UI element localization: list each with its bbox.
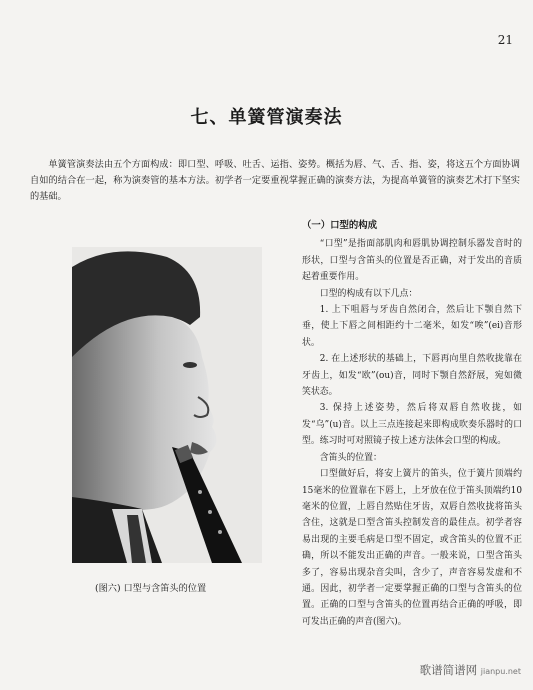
section-paragraph: 1. 上下咀唇与牙齿自然闭合，然后让下颚自然下垂，使上下唇之间相距约十二毫米，如发“唉”(ei)音形状。 [302, 305, 522, 348]
figure-caption: (图六) 口型与含笛头的位置 [95, 583, 207, 594]
section-paragraph: 3. 保持上述姿势，然后将双唇自然收拢，如发“乌”(u)音。以上三点连接起来即构成吹奏乐器时的口型。练习时可对照镜子按上述方法体会口型的构成。 [302, 403, 522, 447]
section-paragraph: 2. 在上述形状的基础上，下唇再向里自然收拢靠在牙齿上，如发“欧”(ou)音，同时下颚自然舒展，宛如微笑状态。 [302, 354, 522, 398]
intro-paragraph: 单簧管演奏法由五个方面构成：即口型、呼吸、吐舌、运指、姿势。概括为唇、气、舌、指、姿，将这五个方面协调自如的结合在一起，称为演奏管的基本方法。初学者一定要重视掌握正确的演奏方法，为提高单簧管的演奏艺术打下坚实的基础。 [30, 159, 520, 202]
section-mouth-shape [302, 218, 522, 630]
section-paragraph: “口型”是指面部肌肉和唇肌协调控制乐器发音时的形状，口型与含笛头的位置是否正确，对于发出的音质起着重要作用。 [302, 239, 522, 283]
watermark-text: 歌谱简谱网 [419, 663, 478, 677]
section-heading: （一）口型的构成 [302, 220, 378, 231]
page-number: 21 [497, 33, 513, 47]
section-paragraph: 口型的构成有以下几点： [319, 288, 418, 299]
section-paragraph: 口型做好后，将安上簧片的笛头，位于簧片顶端约15毫米的位置靠在下唇上，上牙放在位于笛头顶端约10毫米的位置，上唇自然贴住牙齿，双唇自然收拢将笛头含住，这就是口型含笛头控制发音的最佳点。初学者容易出现的主要毛病是口型不固定，或含笛头的位置不正确，所以不能发出正确的声音。一般来说，口型含笛头多了，容易出现杂音尖叫，含少了，声音容易发虚和不通。因此，初学者一定要掌握正确的口型与含笛头的位置。正确的口型与含笛头的位置再结合正确的呼吸，即可发出正确的声音(图六)。 [302, 469, 522, 627]
chapter-title: 七、单簧管演奏法 [190, 107, 343, 128]
watermark-url: jianpu.net [480, 667, 521, 676]
watermark [420, 662, 521, 678]
section-paragraph: 含笛头的位置： [319, 452, 382, 463]
photo-clarinetist [72, 247, 262, 563]
